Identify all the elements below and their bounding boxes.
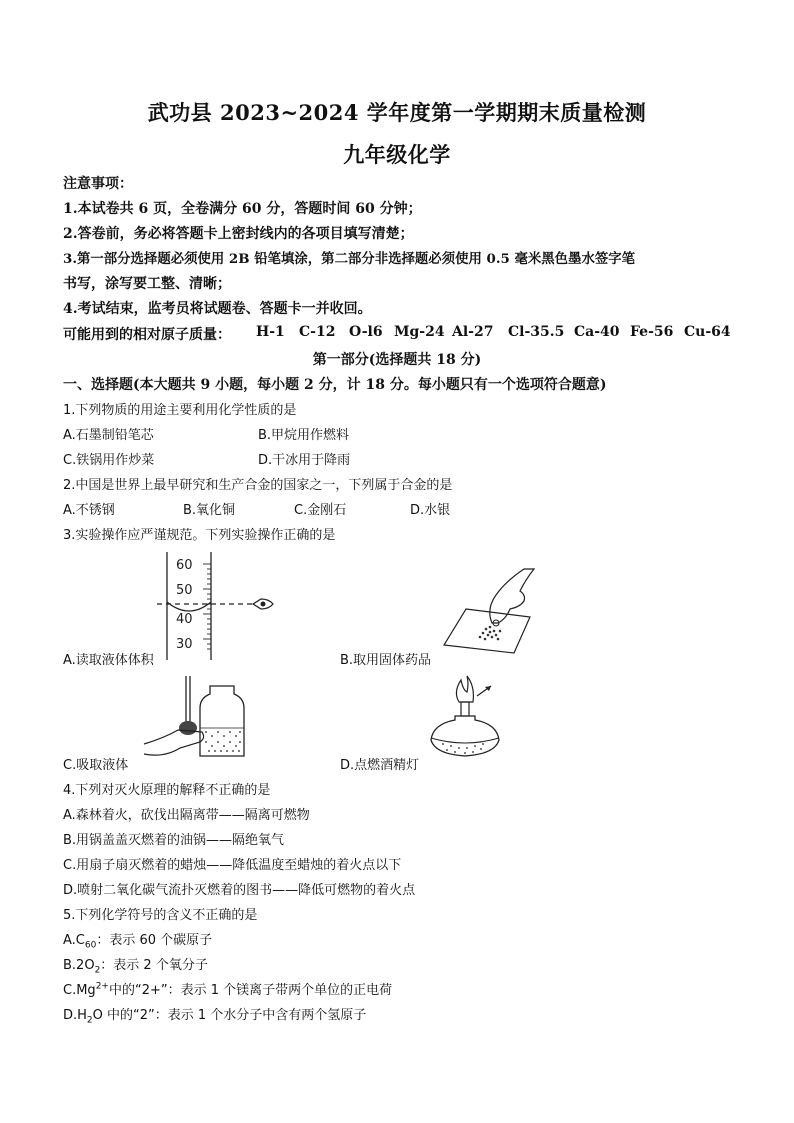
atomic-mass: O-l6 xyxy=(349,324,383,340)
section-heading: 一、选择题(本大题共 9 小题，每小题 2 分，计 18 分。每小题只有一个选项符合题意) xyxy=(63,377,607,393)
question-1-stem: 1.下列物质的用途主要利用化学性质的是 xyxy=(63,403,297,418)
scale-label: 60 xyxy=(176,558,193,573)
atomic-mass: Cl-35.5 xyxy=(508,324,565,340)
question-1-option-a: A.石墨制铅笔芯 xyxy=(63,428,154,443)
scale-label: 50 xyxy=(176,583,193,598)
graduated-cylinder-figure xyxy=(155,550,280,662)
question-3-option-c: C.吸取液体 xyxy=(63,758,129,773)
atomic-mass: C-12 xyxy=(299,324,336,340)
atomic-mass: Fe-56 xyxy=(630,324,674,340)
question-2-option-d: D.水银 xyxy=(410,503,451,518)
notice-item-3: 3.第一部分选择题必须使用 2B 铅笔填涂，第二部分非选择题必须使用 0.5 毫米黑色墨水签字笔 xyxy=(63,251,636,267)
question-4-option-b: B.用锅盖盖灭燃着的油锅——隔绝氧气 xyxy=(63,833,285,848)
scale-label: 40 xyxy=(176,612,193,627)
question-1-option-d: D.干冰用于降雨 xyxy=(258,453,351,468)
atomic-mass: Al-27 xyxy=(452,324,494,340)
question-3-option-a: A.读取液体体积 xyxy=(63,653,154,668)
atomic-mass: H-1 xyxy=(256,324,285,340)
alcohol-lamp-figure xyxy=(425,672,505,768)
atomic-mass: Cu-64 xyxy=(684,324,731,340)
question-4-option-c: C.用扇子扇灭燃着的蜡烛——降低温度至蜡烛的着火点以下 xyxy=(63,858,402,873)
notice-item-2: 2.答卷前，务必将答题卡上密封线内的各项目填写清楚； xyxy=(63,226,414,242)
question-5-option-c: $C.Mg^{2+}$中的“2+”：表示 1 个镁离子带两个单位的正电荷 xyxy=(63,981,393,998)
part1-heading: 第一部分(选择题共 18 分) xyxy=(312,352,482,368)
question-1-option-c: C.铁锅用作炒菜 xyxy=(63,453,155,468)
question-5-option-a: $A.C_{60}$：表示 60 个碳原子 xyxy=(63,933,213,951)
question-1-option-b: B.甲烷用作燃料 xyxy=(258,428,350,443)
question-2-option-a: A.不锈钢 xyxy=(63,503,115,518)
notice-item-3-cont: 书写，涂写要工整、清晰； xyxy=(63,276,231,292)
question-4-option-a: A.森林着火，砍伐出隔离带——隔离可燃物 xyxy=(63,808,310,823)
question-2-option-c: C.金刚石 xyxy=(294,503,347,518)
question-5-stem: 5.下列化学符号的含义不正确的是 xyxy=(63,908,258,923)
scale-label: 30 xyxy=(176,637,193,652)
question-3-option-d: D.点燃酒精灯 xyxy=(340,758,420,773)
exam-subtitle: 九年级化学 xyxy=(343,142,451,167)
question-5-option-b: $B.2O_2$：表示 2 个氧分子 xyxy=(63,958,208,976)
dropper-figure xyxy=(140,672,260,762)
atomic-masses-label: 可能用到的相对原子质量： xyxy=(63,327,231,343)
atomic-mass: Ca-40 xyxy=(574,324,620,340)
question-2-option-b: B.氧化铜 xyxy=(183,503,236,518)
question-5-option-d: $D.H_2O$ 中的“2”：表示 1 个水分子中含有两个氢原子 xyxy=(63,1008,367,1026)
notice-item-4: 4.考试结束，监考员将试题卷、答题卡一并收回。 xyxy=(63,301,372,317)
question-4-option-d: D.喷射二氧化碳气流扑灭燃着的图书——降低可燃物的着火点 xyxy=(63,883,416,898)
notice-heading: 注意事项： xyxy=(63,176,133,192)
question-2-stem: 2.中国是世界上最早研究和生产合金的国家之一，下列属于合金的是 xyxy=(63,478,453,493)
notice-item-1: 1.本试卷共 6 页，全卷满分 60 分，答题时间 60 分钟； xyxy=(63,201,422,217)
question-4-stem: 4.下列对灭火原理的解释不正确的是 xyxy=(63,783,271,798)
question-3-option-b: B.取用固体药品 xyxy=(340,653,432,668)
question-3-stem: 3.实验操作应严谨规范。下列实验操作正确的是 xyxy=(63,528,336,543)
solid-reagent-figure xyxy=(440,565,535,655)
exam-title: 武功县 2023~2024 学年度第一学期期末质量检测 xyxy=(147,100,647,125)
atomic-mass: Mg-24 xyxy=(394,324,445,340)
